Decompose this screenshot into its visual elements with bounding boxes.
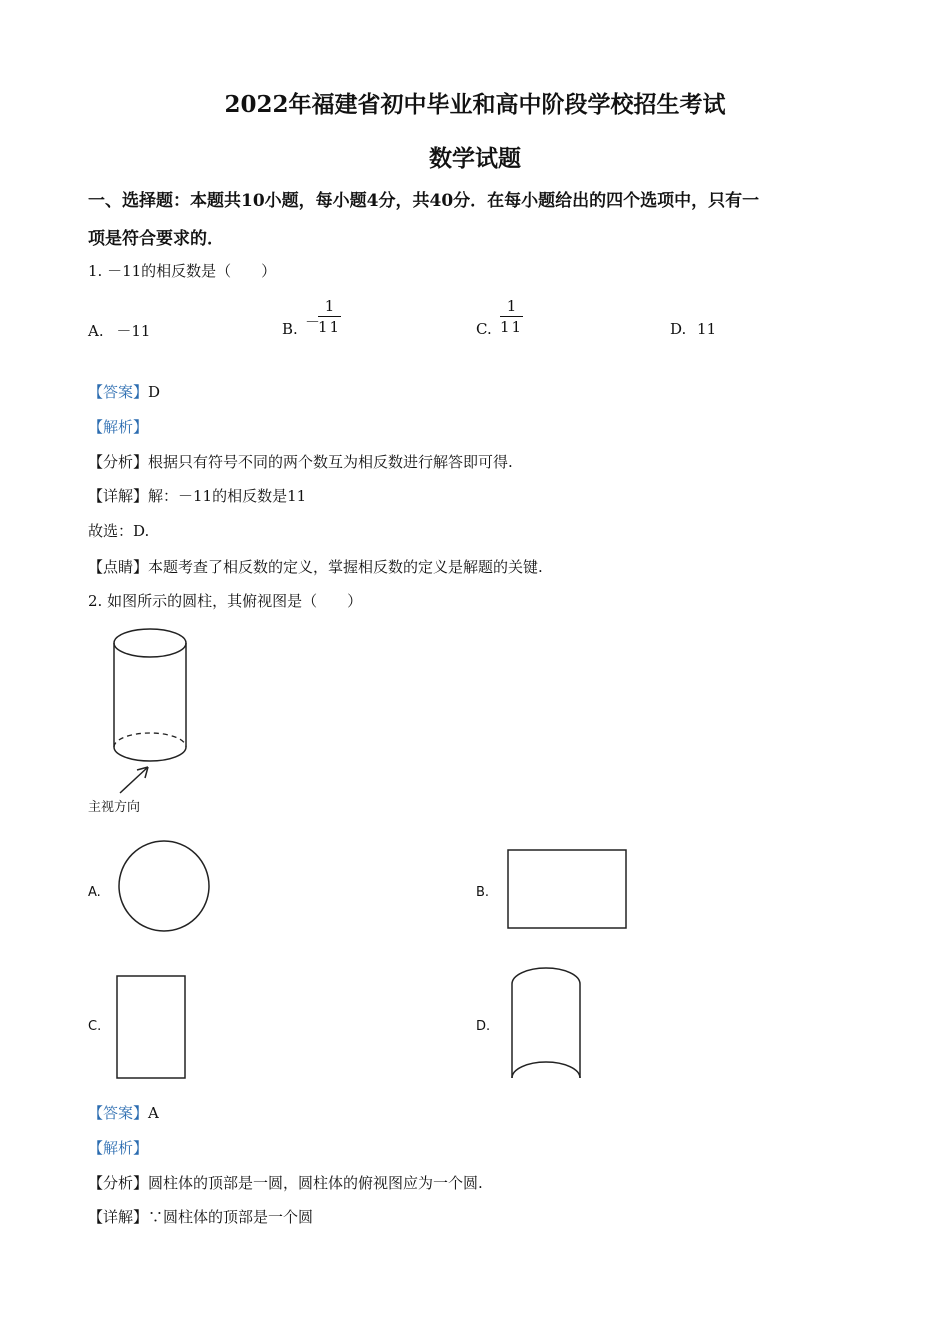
cylinder-top-ellipse — [114, 629, 186, 657]
q2-analysis-tag: 【解析】 — [88, 1139, 149, 1157]
section-heading-line2: 项是符合要求的． — [88, 229, 224, 249]
q1-option-b-label: B. — [282, 320, 298, 338]
q1-answer-tag: 【答案】 — [88, 383, 149, 401]
q2-answer-tag: 【答案】 — [88, 1104, 149, 1122]
q2-fenxi-text: 圆柱体的顶部是一圆，圆柱体的俯视图应为一个圆. — [148, 1174, 483, 1192]
q2-option-a-label: A. — [88, 885, 101, 900]
q2-fenxi — [88, 1172, 483, 1193]
q2-option-d-shape — [508, 964, 584, 1084]
q2-fenxi-tag: 【分析】 — [88, 1174, 149, 1192]
q1-fenxi-tag: 【分析】 — [88, 453, 149, 471]
q2-option-c-label: C. — [88, 1019, 102, 1034]
q1-option-c-fraction — [500, 296, 523, 337]
q1-xiangjie — [88, 485, 306, 506]
page-subtitle: 数学试题 — [429, 145, 521, 172]
q1-option-b-fraction — [318, 296, 341, 337]
q1-analysis-tag: 【解析】 — [88, 418, 149, 436]
q1-fenxi — [88, 451, 513, 472]
cylinder-bottom-back-dashed — [114, 733, 186, 747]
q2-answer-value: A — [148, 1104, 159, 1122]
q2-option-d-label: D. — [476, 1019, 491, 1034]
q1-option-a-label: A. — [88, 322, 104, 340]
q1-xiangjie-tag: 【详解】 — [88, 487, 149, 505]
q1-option-b-numerator: 1 — [318, 296, 341, 317]
q1-answer — [88, 381, 160, 402]
view-direction-label: 主视方向 — [88, 800, 141, 815]
q2-xiangjie-tag: 【详解】 — [88, 1208, 149, 1226]
q1-guxuan: 故选：D. — [88, 522, 150, 540]
q1-option-c-numerator: 1 — [500, 296, 523, 317]
q1-option-a — [88, 320, 150, 341]
q2-option-b-label: B. — [476, 885, 490, 900]
q2-answer — [88, 1102, 159, 1123]
q1-dianjing-text: 本题考查了相反数的定义，掌握相反数的定义是解题的关键. — [148, 558, 543, 576]
q1-fenxi-text: 根据只有符号不同的两个数互为相反数进行解答即可得. — [148, 453, 513, 471]
q1-stem: 1. －11的相反数是（ ） — [88, 262, 277, 280]
option-d-top-arc — [512, 968, 580, 984]
q1-option-c-denominator: 11 — [500, 318, 524, 336]
q1-option-d-label: D. — [670, 320, 687, 338]
q1-answer-value: D — [148, 383, 161, 401]
view-direction-arrow — [120, 767, 148, 793]
q2-xiangjie — [88, 1206, 313, 1227]
page-title: 2022年福建省初中毕业和高中阶段学校招生考试 — [224, 91, 726, 118]
q1-option-a-value: －11 — [116, 322, 151, 340]
q1-dianjing — [88, 556, 543, 577]
option-c-rect-shape — [117, 976, 185, 1078]
q1-dianjing-tag: 【点睛】 — [88, 558, 149, 576]
q1-option-b-denominator: 11 — [318, 318, 342, 336]
q2-option-b-rectangle — [506, 848, 630, 932]
q2-option-a-circle — [114, 836, 214, 936]
option-b-rect-shape — [508, 850, 626, 928]
q2-xiangjie-text: ∵圆柱体的顶部是一个圆 — [148, 1208, 314, 1226]
option-a-circle-shape — [119, 841, 209, 931]
q1-option-d-value: 11 — [697, 320, 717, 338]
q1-xiangjie-text: 解：－11的相反数是11 — [148, 487, 307, 505]
q2-option-c-rectangle — [114, 973, 188, 1081]
q1-option-d — [670, 320, 716, 338]
q2-stem: 2. 如图所示的圆柱，其俯视图是（ ） — [88, 592, 363, 610]
option-d-bottom-arc — [512, 1062, 580, 1078]
q2-cylinder-figure — [100, 625, 230, 795]
section-heading-line1: 一、选择题：本题共10小题，每小题4分，共40分．在每小题给出的四个选项中，只有一 — [88, 191, 760, 211]
q1-option-c-label: C. — [476, 320, 492, 338]
q1-option-b-sign: － — [305, 313, 321, 331]
cylinder-bottom-front — [114, 747, 186, 761]
